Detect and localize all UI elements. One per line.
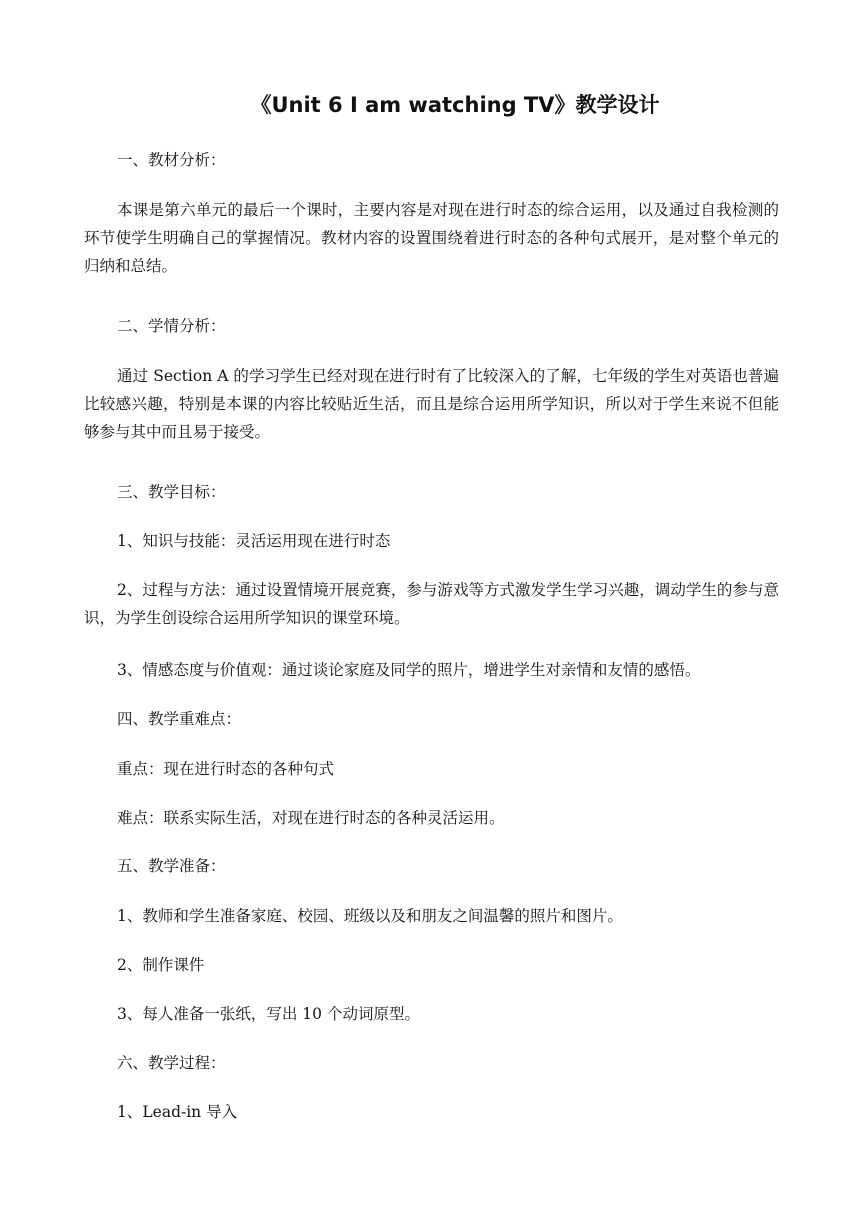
paragraph-student-analysis: 通过 Section A 的学习学生已经对现在进行时有了比较深入的了解，七年级的学生对英语也普遍比较感兴趣，特别是本课的内容比较贴近生活，而且是综合运用所学知识，所以对于学生来说不但能够参与其中而且易于接受。: [84, 367, 779, 441]
preparation-item-verbs: 3、每人准备一张纸，写出 10 个动词原型。: [117, 1005, 420, 1023]
objective-process-methods: 2、过程与方法：通过设置情境开展竞赛，参与游戏等方式激发学生学习兴趣，调动学生的参与意识，为学生创设综合运用所学知识的课堂环境。: [84, 581, 779, 627]
difficult-point: 难点：联系实际生活，对现在进行时态的各种灵活运用。: [117, 809, 505, 827]
objective-knowledge-skills: 1、知识与技能：灵活运用现在进行时态: [117, 532, 391, 550]
section-heading-teaching-preparation: 五、教学准备：: [117, 857, 226, 875]
document-title: 《Unit 6 I am watching TV》教学设计: [250, 93, 660, 117]
process-step-lead-in: 1、Lead-in 导入: [117, 1103, 238, 1121]
paragraph-textbook-analysis: 本课是第六单元的最后一个课时，主要内容是对现在进行时态的综合运用，以及通过自我检测的环节使学生明确自己的掌握情况。教材内容的设置围绕着进行时态的各种句式展开，是对整个单元的归纳和总结。: [84, 201, 779, 275]
key-point: 重点：现在进行时态的各种句式: [117, 760, 335, 778]
section-heading-teaching-process: 六、教学过程：: [117, 1054, 226, 1072]
section-heading-student-analysis: 二、学情分析：: [117, 317, 226, 335]
section-heading-textbook-analysis: 一、教材分析：: [117, 151, 226, 169]
preparation-item-courseware: 2、制作课件: [117, 956, 205, 974]
section-heading-key-difficult-points: 四、教学重难点：: [117, 710, 242, 728]
section-heading-teaching-objectives: 三、教学目标：: [117, 483, 226, 501]
preparation-item-photos: 1、教师和学生准备家庭、校园、班级以及和朋友之间温馨的照片和图片。: [117, 907, 623, 925]
objective-attitudes-values: 3、情感态度与价值观：通过谈论家庭及同学的照片，增进学生对亲情和友情的感悟。: [117, 661, 701, 679]
